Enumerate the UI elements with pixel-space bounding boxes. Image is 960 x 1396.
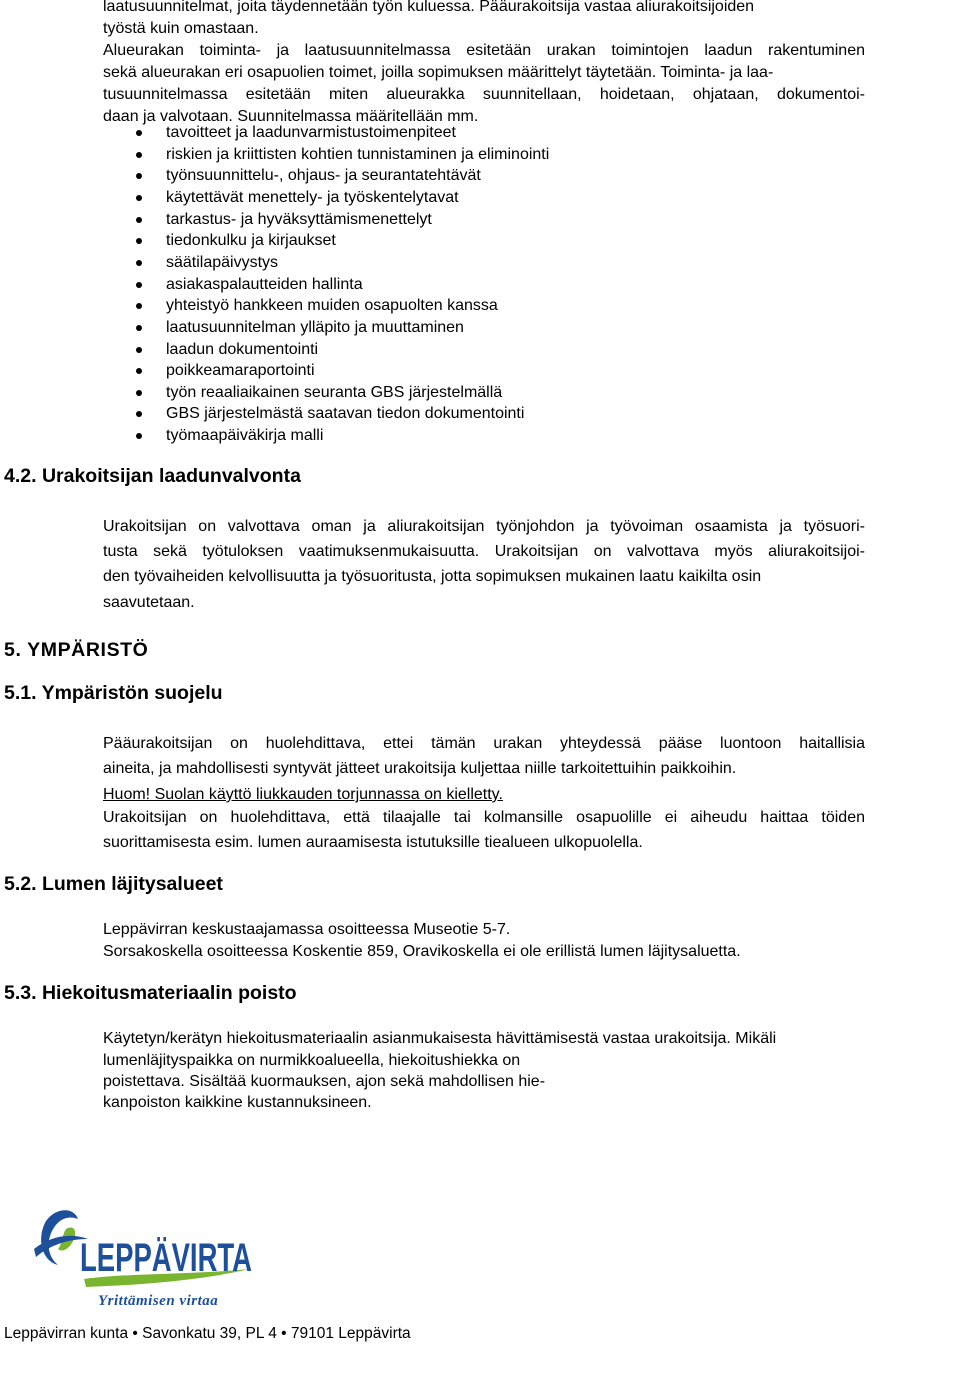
intro-line: sekä alueurakan eri osapuolien toimet, joilla sopimuksen määrittelyt täytetään. Toiminta- ja laa- [103, 64, 774, 81]
list-item-text: poikkeamaraportointi [166, 362, 315, 379]
bullet-icon [136, 260, 142, 266]
list-item-text: työmaapäiväkirja malli [166, 427, 324, 444]
paragraph-line: poistettava. Sisältää kuormauksen, ajon sekä mahdollisen hie- [103, 1073, 546, 1090]
paragraph-line: suorittamisesta esim. lumen auraamisesta istutuksille tiealueen ulkopuolella. [103, 834, 643, 851]
salt-prohibition-note: Huom! Suolan käyttö liukkauden torjunnassa on kielletty. [103, 786, 503, 803]
footer-address: Leppävirran kunta • Savonkatu 39, PL 4 • 79101 Leppävirta [4, 1325, 411, 1342]
list-item-text: työn reaaliaikainen seuranta GBS järjestelmällä [166, 384, 503, 401]
paragraph-line: Pääurakoitsijan on huolehdittava, ettei tämän urakan yhteydessä pääse luontoon haitallisia [103, 735, 865, 752]
section-5-3-heading: 5.3. Hiekoitusmateriaalin poisto [4, 982, 297, 1004]
leppavirta-logo [28, 1205, 278, 1317]
bullet-icon [136, 238, 142, 244]
logo-name: LEPPÄVIRTA [80, 1236, 252, 1280]
bullet-icon [136, 325, 142, 331]
paragraph-line: aineita, ja mahdollisesti syntyvät jätteet urakoitsija kuljettaa niille tarkoitettuihin paikkoihin. [103, 760, 737, 777]
intro-line: daan ja valvotaan. Suunnitelmassa määritellään mm. [103, 108, 479, 125]
bullet-icon [136, 217, 142, 223]
paragraph-line: Leppävirran keskustaajamassa osoitteessa Museotie 5-7. [103, 921, 511, 938]
bullet-icon [136, 303, 142, 309]
list-item-text: riskien ja kriittisten kohtien tunnistaminen ja eliminointi [166, 146, 550, 163]
bullet-icon [136, 433, 142, 439]
list-item-text: laatusuunnitelman ylläpito ja muuttaminen [166, 319, 464, 336]
section-4-2-heading: 4.2. Urakoitsijan laadunvalvonta [4, 465, 301, 487]
intro-line: Alueurakan toiminta- ja laatusuunnitelmassa esitetään urakan toimintojen laadun rakentuminen [103, 42, 865, 59]
bullet-icon [136, 390, 142, 396]
logo-slogan: Yrittämisen virtaa [98, 1293, 219, 1309]
intro-line: laatusuunnitelmat, joita täydennetään työn kuluessa. Pääurakoitsija vastaa aliurakoitsijoiden [103, 0, 755, 15]
section-5-heading: 5. YMPÄRISTÖ [4, 639, 149, 661]
paragraph-line: Käytetyn/kerätyn hiekoitusmateriaalin asianmukaisesta hävittämisestä vastaa urakoitsija. Mikäli [103, 1030, 777, 1047]
paragraph-line: saavutetaan. [103, 594, 195, 611]
list-item-text: laadun dokumentointi [166, 341, 319, 358]
list-item-text: työnsuunnittelu-, ohjaus- ja seurantatehtävät [166, 167, 481, 184]
paragraph-line: tusta sekä työtuloksen vaatimuksenmukaisuutta. Urakoitsijan on valvottava myös aliurakoitsijoi- [103, 543, 865, 560]
bullet-icon [136, 347, 142, 353]
list-item-text: tarkastus- ja hyväksyttämismenettelyt [166, 211, 432, 228]
section-5-1-heading: 5.1. Ympäristön suojelu [4, 682, 223, 704]
list-item-text: yhteistyö hankkeen muiden osapuolten kanssa [166, 297, 498, 314]
list-item-text: käytettävät menettely- ja työskentelytavat [166, 189, 459, 206]
paragraph-line: Urakoitsijan on valvottava oman ja aliurakoitsijan työnjohdon ja työvoiman osaamista ja työsuori- [103, 518, 865, 535]
bullet-icon [136, 195, 142, 201]
bullet-icon [136, 152, 142, 158]
bullet-icon [136, 282, 142, 288]
bullet-icon [136, 173, 142, 179]
section-5-2-heading: 5.2. Lumen läjitysalueet [4, 873, 223, 895]
list-item-text: säätilapäivystys [166, 254, 279, 271]
intro-line: työstä kuin omastaan. [103, 20, 259, 37]
list-item-text: asiakaspalautteiden hallinta [166, 276, 363, 293]
bullet-icon [136, 130, 142, 136]
paragraph-line: kanpoiston kaikkine kustannuksineen. [103, 1094, 372, 1111]
paragraph-line: Urakoitsijan on huolehdittava, että tilaajalle tai kolmansille osapuolille ei aiheudu haittaa töiden [103, 809, 865, 826]
paragraph-line: den työvaiheiden kelvollisuutta ja työsuoritusta, jotta sopimuksen mukainen laatu kaikilta osin [103, 568, 762, 585]
list-item-text: tavoitteet ja laadunvarmistustoimenpiteet [166, 124, 456, 141]
paragraph-line: lumenläjityspaikka on nurmikkoalueella, hiekoitushiekka on [103, 1052, 521, 1069]
list-item-text: GBS järjestelmästä saatavan tiedon dokumentointi [166, 405, 525, 422]
intro-line: tusuunnitelmassa esitetään miten alueurakka suunnitellaan, hoidetaan, ohjataan, dokumentoi- [103, 86, 865, 103]
bullet-icon [136, 368, 142, 374]
paragraph-line: Sorsakoskella osoitteessa Koskentie 859, Oravikoskella ei ole erillistä lumen läjitysaluetta. [103, 943, 741, 960]
list-item-text: tiedonkulku ja kirjaukset [166, 232, 336, 249]
bullet-icon [136, 411, 142, 417]
